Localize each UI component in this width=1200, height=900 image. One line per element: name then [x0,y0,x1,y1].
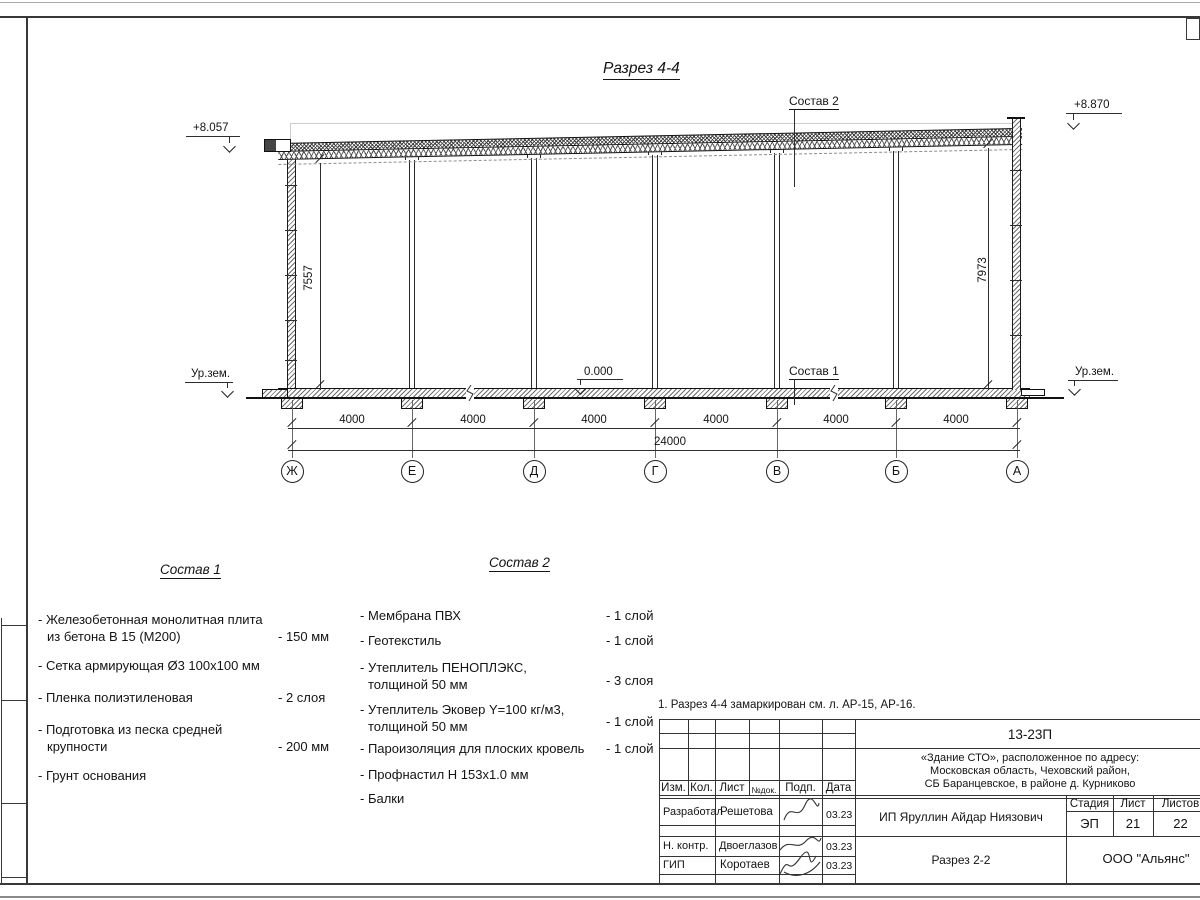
tb-col-list: Лист [719,782,745,794]
dim-bay-6: 4000 [943,414,969,426]
ground-level-right-label: Ур.зем. [1075,366,1115,378]
margin-cell-line [1,877,26,878]
height-dim-right: 7973 [977,257,989,283]
tb-row1-role: Разработал [663,806,723,818]
level-arrow-icon [223,140,236,153]
dim-line-bays [288,428,1020,429]
axis-bubble-g: Г [644,460,667,483]
tb-row2-date: 03.23 [826,841,853,853]
callout-leader [794,110,795,187]
list-item: - Грунт основания [38,768,147,783]
tb-sheet-value: 21 [1125,816,1141,831]
tb-col-izm: Изм. [661,782,686,794]
tb-row3-date: 03.23 [826,860,853,872]
level-shelf [577,379,623,380]
list-item: - Утеплитель Эковер Y=100 кг/м3, [360,702,565,717]
callout-leader [794,379,795,405]
tb-sheets-value: 22 [1173,816,1188,831]
tb-line [659,719,1200,720]
level-arrow-icon [221,385,234,398]
tb-line [822,719,823,884]
signature-gip [776,848,822,880]
break-mark [828,385,840,401]
tb-col-ndok: №док. [751,785,777,795]
tb-row1-name: Решетова [720,806,773,818]
signature-razrabotal [781,799,821,825]
parapet-left [264,139,291,152]
margin-cell-line [1,700,26,701]
axis-bubble-d: Д [523,460,546,483]
margin-column-line [1,618,2,884]
frame-top [0,16,1200,18]
level-shelf [1066,113,1122,114]
tb-view-name: Разрез 2-2 [931,853,991,867]
list-item: - Подготовка из песка средней [38,722,223,737]
level-right-label: +8.870 [1074,99,1110,111]
column [531,158,537,389]
level-left-label: +8.057 [193,122,229,134]
list-item-value: - 200 мм [278,739,330,754]
tb-doc-code: 13-23П [1007,727,1053,742]
tb-object-line1: «Здание СТО», расположенное по адресу: [920,752,1140,764]
list-item-line2: из бетона В 15 (М200) [47,629,181,644]
dim-total: 24000 [654,436,686,448]
list-item: - Железобетонная монолитная плита [38,612,263,627]
tb-line [749,719,750,795]
break-mark [464,385,476,401]
dim-bay-5: 4000 [823,414,849,426]
column [893,151,899,389]
tb-row1-date: 03.23 [826,809,853,821]
level-shelf [185,382,233,383]
list-item-value: - 1 слой [606,714,654,729]
sostav1-heading: Состав 1 [160,562,221,577]
level-shelf [1068,380,1118,381]
wall-left [287,150,296,390]
list-item-line2: толщиной 50 мм [368,719,468,734]
axis-bubble-b: Б [885,460,908,483]
parapet-left-fill [265,140,276,151]
frame-bottom [0,883,1200,885]
wall-right [1012,119,1021,390]
tb-line [659,825,855,826]
tb-line [715,719,716,884]
wall-joint [1010,225,1022,226]
list-item-value: - 3 слоя [606,673,654,688]
level-shelf [186,136,240,137]
dim-bay-3: 4000 [581,414,607,426]
tb-sheets-label: Листов [1161,798,1200,810]
axis-bubble-a: А [1006,460,1029,483]
tb-col-data: Дата [825,782,852,794]
height-dim-line [320,163,321,390]
tb-line [1066,811,1200,812]
tb-sheet-label: Лист [1120,798,1146,810]
parapet-right-cap [1007,117,1025,119]
list-item-value: - 2 слоя [278,690,326,705]
list-item: - Профнастил Н 153х1.0 мм [360,767,529,782]
tb-line [659,733,855,734]
list-item: - Сетка армирующая Ø3 100х100 мм [38,658,260,673]
margin-cell-line [1,625,26,626]
drawing-note: 1. Разрез 4-4 замаркирован см. л. АР-15, АР-16. [658,699,916,711]
tb-line [659,780,855,781]
dim-bay-4: 4000 [703,414,729,426]
footing-right [1021,389,1045,396]
column [774,153,780,389]
height-dim-left: 7557 [303,265,315,291]
ground-line [246,397,1064,399]
level-zero-label: 0.000 [584,366,613,378]
tb-col-kol: Кол. [690,782,713,794]
axis-bubble-v: В [766,460,789,483]
sheet-edge-top [0,2,1200,3]
tb-stage-label: Стадия [1069,798,1110,810]
list-item: - Пленка полиэтиленовая [38,690,193,705]
list-item-value: - 1 слой [606,608,654,623]
dim-bay-1: 4000 [339,414,365,426]
wall-joint [285,320,297,321]
list-item-value: - 1 слой [606,741,654,756]
tb-line [659,795,1200,796]
wall-joint [285,230,297,231]
list-item: - Мембрана ПВХ [360,608,461,623]
wall-joint [1010,280,1022,281]
tb-line [659,874,855,875]
list-item-line2: толщиной 50 мм [368,677,468,692]
axis-bubble-e: Е [401,460,424,483]
format-corner-box [1186,18,1200,40]
list-item: - Утеплитель ПЕНОПЛЭКС, [360,660,527,675]
margin-cell-line [1,803,26,804]
sheet-edge-bottom [0,896,1200,898]
column [652,155,658,389]
tb-contractor: ИП Яруллин Айдар Ниязович [879,810,1043,824]
tb-object-line2: Московская область, Чеховский район, [930,765,1130,777]
list-item-value: - 150 мм [278,629,330,644]
tb-col-podp: Подп. [785,782,816,794]
dim-bay-2: 4000 [460,414,486,426]
list-item-value: - 1 слой [606,633,654,648]
wall-joint [1010,335,1022,336]
tb-row2-role: Н. контр. [663,840,709,852]
wall-joint [285,185,297,186]
wall-joint [285,275,297,276]
ground-level-left-label: Ур.зем. [191,368,231,380]
tb-line [659,836,1200,837]
tb-line [659,856,855,857]
callout-sostav-2: Состав 2 [789,94,839,108]
wall-joint [285,360,297,361]
callout-sostav-1: Состав 1 [789,364,839,378]
column [409,160,415,389]
section-title: Разрез 4-4 [603,60,680,80]
wall-joint [1010,170,1022,171]
list-item: - Пароизоляция для плоских кровель [360,741,585,756]
tb-line [659,719,660,884]
list-item: - Геотекстиль [360,633,442,648]
tb-row3-role: ГИП [663,859,685,871]
tb-row2-name: Двоеглазов [719,840,778,852]
tb-row3-name: Коротаев [720,859,770,871]
list-item-line2: крупности [47,739,108,754]
axis-bubble-zh: Ж [281,460,304,483]
tb-stage-value: ЭП [1080,816,1099,831]
footing-left [262,389,288,398]
tb-object-line3: СБ Баранцевское, в районе д. Курниково [924,778,1136,790]
tb-line [659,748,1200,749]
frame-left [26,16,28,883]
sostav2-heading: Состав 2 [489,555,550,570]
level-arrow-icon [1067,117,1080,130]
list-item: - Балки [360,791,405,806]
tb-company: ООО "Альянс" [1102,851,1190,866]
level-arrow-icon [1068,383,1081,396]
dim-line-total [288,450,1020,451]
